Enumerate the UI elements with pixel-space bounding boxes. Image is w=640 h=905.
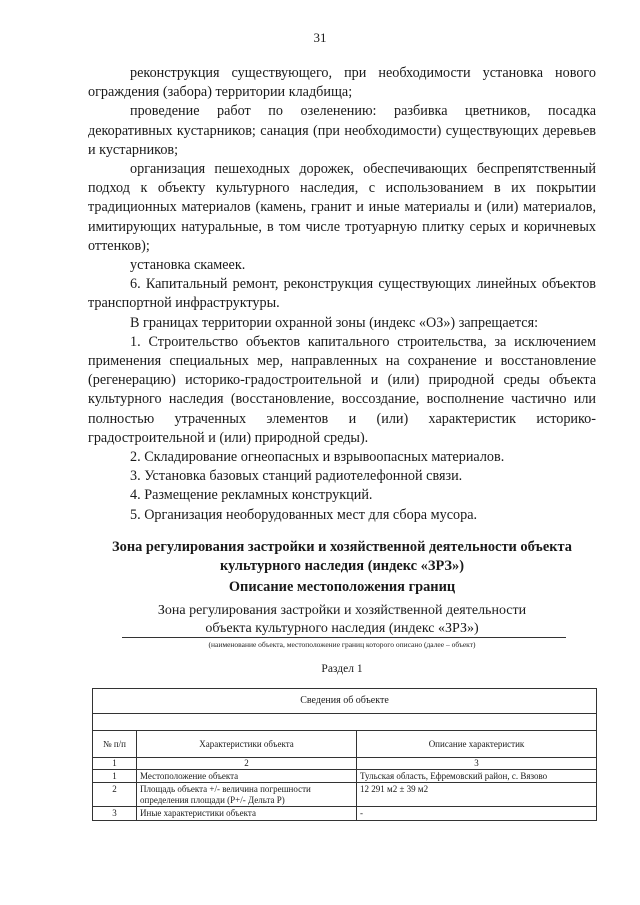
paragraph: проведение работ по озеленению: разбивка цветников, посадка декоративных кустарников; санация (при необходимости) существующих деревьев и кустарников; — [88, 103, 596, 158]
object-name-underline — [122, 637, 566, 638]
description-heading: Описание местоположения границ — [228, 579, 456, 595]
index-cell: 3 — [357, 758, 597, 770]
table-row — [93, 783, 597, 807]
page-number: 31 — [313, 30, 327, 45]
object-name — [88, 602, 596, 637]
body-text — [88, 64, 596, 525]
row-description: - — [357, 807, 597, 821]
object-name-line-2: объекта культурного наследия (индекс «ЗРЗ») — [205, 620, 479, 636]
table-header-row — [93, 731, 597, 758]
paragraph: 3. Установка базовых станций радиотелефонной связи. — [130, 468, 463, 485]
column-header-number: № п/п — [93, 731, 137, 758]
index-cell: 1 — [93, 758, 137, 770]
paragraph: 5. Организация необорудованных мест для сбора мусора. — [130, 506, 478, 523]
column-header-characteristic: Характеристики объекта — [137, 731, 357, 758]
table-index-row — [93, 758, 597, 770]
table-title-row — [93, 689, 597, 714]
row-characteristic: Местоположение объекта — [137, 769, 357, 783]
paragraph: реконструкция существующего, при необходимости установка нового ограждения (забора) территории кладбища; — [88, 65, 596, 101]
object-info-table — [92, 688, 597, 821]
table-row — [93, 769, 597, 783]
paragraph: установка скамеек. — [130, 257, 246, 274]
paragraph: 6. Капитальный ремонт, реконструкция существующих линейных объектов транспортной инфраструктуры. — [88, 276, 596, 312]
table-row — [93, 807, 597, 821]
index-cell: 2 — [137, 758, 357, 770]
row-description: Тульская область, Ефремовский район, с. Вязово — [357, 769, 597, 783]
object-name-caption: (наименование объекта, местоположение границ которого описано (далее – объект) — [208, 640, 476, 649]
row-number: 1 — [93, 769, 137, 783]
paragraph: 1. Строительство объектов капитального строительства, за исключением применения специальных мер, направленных на сохранение и восстановление (регенерацию) историко-градостроительной и (или) природной среды объекта культурного наследия (восстановление, воссоздание, восполнение частично или полностью утраченных элементов и (или) характеристик историко-градостроительной и (или) природной среды). — [88, 333, 596, 446]
table-blank-row — [93, 714, 597, 731]
paragraph: В границах территории охранной зоны (индекс «ОЗ») запрещается: — [130, 314, 539, 331]
row-characteristic: Иные характеристики объекта — [137, 807, 357, 821]
section-title: Раздел 1 — [321, 663, 363, 675]
paragraph: 2. Складирование огнеопасных и взрывоопасных материалов. — [130, 449, 505, 466]
row-characteristic: Площадь объекта +/- величина погрешности определения площади (Р+/- Дельта Р) — [137, 783, 357, 807]
row-description: 12 291 м2 ± 39 м2 — [357, 783, 597, 807]
table-title: Сведения об объекте — [93, 689, 597, 714]
object-info-table-wrapper — [92, 688, 597, 821]
row-number: 3 — [93, 807, 137, 821]
object-name-line-1: Зона регулирования застройки и хозяйственной деятельности — [157, 603, 527, 618]
paragraph: организация пешеходных дорожек, обеспечивающих беспрепятственный подход к объекту культурного наследия, с использованием в их покрытии традиционных материалов (камень, гранит и иные материалы и (или) материалов, имитирующих натуральные, в том числе тротуарную плитку серых и коричневых оттенков); — [88, 161, 596, 254]
row-number: 2 — [93, 783, 137, 807]
zone-heading: Зона регулирования застройки и хозяйственной деятельности объекта культурного наследия (индекс «ЗРЗ») — [112, 539, 572, 574]
table-blank-cell — [93, 714, 597, 731]
paragraph: 4. Размещение рекламных конструкций. — [130, 487, 373, 504]
column-header-description: Описание характеристик — [357, 731, 597, 758]
